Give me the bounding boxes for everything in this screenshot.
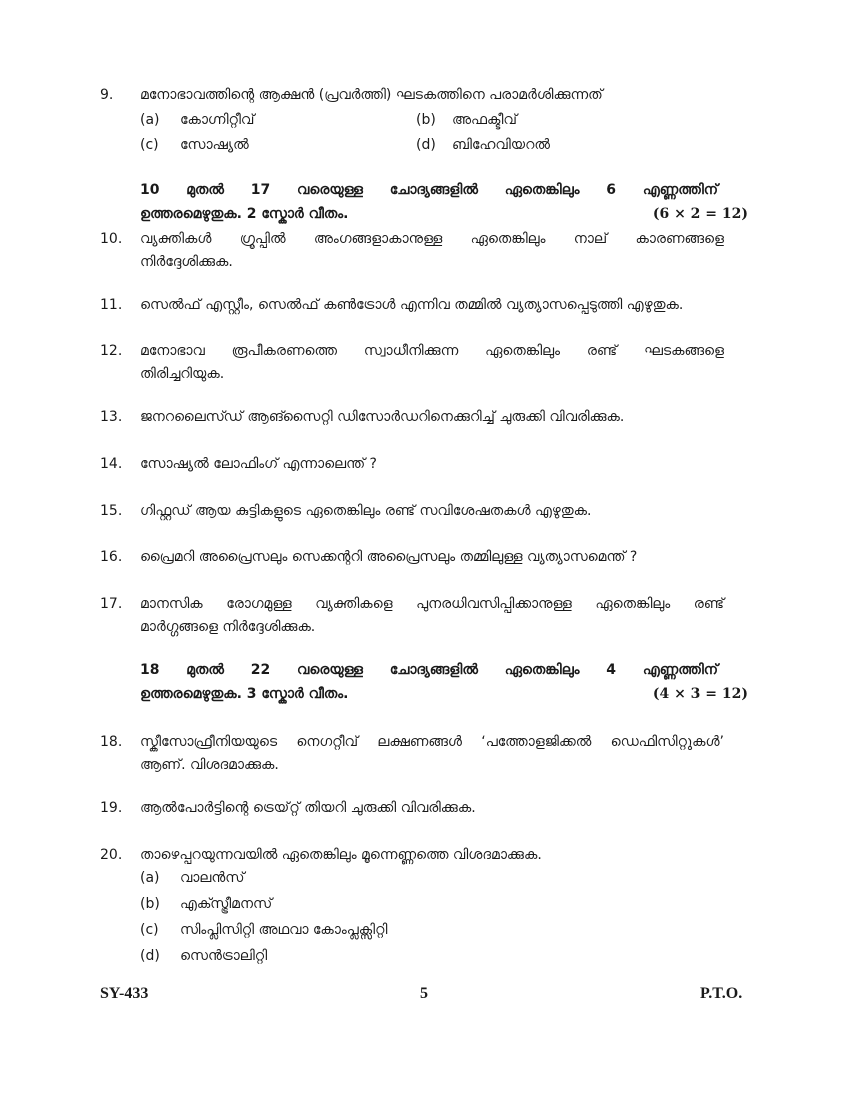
option-d: (d) സെൻട്രാലിറ്റി	[140, 948, 268, 964]
question-16: 16. പ്രൈമറി അപ്രൈസലും സെക്കന്ററി അപ്രൈസലും തമ്മിലുള്ള വ്യത്യാസമെന്ത് ?	[100, 549, 638, 565]
section-marks: (6 × 2 = 12)	[652, 206, 748, 222]
question-10: 10. വ്യക്തികൾ ഗ്രൂപ്പിൽ അംഗങ്ങളാകാനുള്ള ഏതെങ്കിലും നാല് കാരണങ്ങളെ നിർദ്ദേശിക്കുക.	[100, 231, 724, 270]
question-15: 15. ഗിഫ്റ്റഡ് ആയ കുട്ടികളുടെ ഏതെങ്കിലും രണ്ട് സവിശേഷതകൾ എഴുതുക.	[100, 503, 592, 519]
question-18: 18. സ്കീസോഫ്രീനിയയുടെ നെഗറ്റീവ് ലക്ഷണങ്ങൾ ‘പത്തോളജിക്കൽ ഡെഫിസിറ്റുകൾ’ ആണ്. വിശദമാക്കുക.	[100, 734, 724, 773]
option-a: (a) വാലൻസ്	[140, 870, 245, 886]
question-17: 17. മാനസിക രോഗമുള്ള വ്യക്തികളെ പുനരധിവസിപ്പിക്കാനുള്ള ഏതെങ്കിലും രണ്ട് മാർഗ്ഗങ്ങളെ നിർദ്ദേശിക്കുക.	[100, 596, 724, 635]
option-b: (b) എക്സ്ട്രീമനസ്	[140, 896, 273, 912]
option-c: (c) സിംപ്ലിസിറ്റി അഥവാ കോംപ്ലക്സിറ്റി	[140, 922, 388, 938]
question-text: മനോഭാവത്തിന്റെ ആക്ഷൻ (പ്രവർത്തി) ഘടകത്തിനെ പരാമർശിക്കുന്നത്	[140, 87, 603, 103]
question-9	[100, 84, 724, 159]
pto-label: P.T.O.	[700, 985, 743, 1002]
section-marks: (4 × 3 = 12)	[652, 686, 748, 702]
question-14: 14. സോഷ്യൽ ലോഫിംഗ് എന്നാലെന്ത് ?	[100, 456, 377, 472]
question-20: 20. താഴെപ്പറയുന്നവയിൽ ഏതെങ്കിലും മൂന്നെണ്ണത്തെ വിശദമാക്കുക. (a) വാലൻസ് (b) എക്സ്ട്രീമനസ് (c) സിംപ്ലിസിറ്റി അഥവാ കോംപ്ലക്സിറ്റി (d) സെൻട്രാലിറ്റി	[100, 844, 724, 971]
question-11: 11. സെൽഫ് എസ്റ്റീം, സെൽഫ് കൺട്രോൾ എന്നിവ തമ്മിൽ വ്യത്യാസപ്പെടുത്തി എഴുതുക.	[100, 297, 684, 313]
section-instruction-2: 18 മുതൽ 22 വരെയുള്ള ചോദ്യങ്ങളിൽ ഏതെങ്കിലും 4 എണ്ണത്തിന് ഉത്തരമെഴുതുക. 3 സ്കോർ വീതം. (4 × 3 = 12)	[140, 658, 748, 706]
question-number: 9.	[100, 87, 114, 103]
options-list	[140, 867, 724, 971]
section-instruction-1: 10 മുതൽ 17 വരെയുള്ള ചോദ്യങ്ങളിൽ ഏതെങ്കിലും 6 എണ്ണത്തിന് ഉത്തരമെഴുതുക. 2 സ്കോർ വീതം. (6 × 2 = 12)	[140, 178, 748, 226]
options-list: (a) കോഗ്നിറ്റീവ് (b) അഫക്ടീവ് (c) സോഷ്യൽ (d) ബിഹേവിയറൽ	[140, 112, 550, 153]
question-12: 12. മനോഭാവ രൂപീകരണത്തെ സ്വാധീനിക്കുന്ന ഏതെങ്കിലും രണ്ട് ഘടകങ്ങളെ തിരിച്ചറിയുക.	[100, 343, 724, 382]
paper-code: SY-433	[100, 985, 149, 1002]
page-number: 5	[420, 985, 428, 1002]
question-19: 19. ആൽപോർട്ടിന്റെ ട്രെയ്റ്റ് തിയറി ചുരുക്കി വിവരിക്കുക.	[100, 800, 476, 816]
question-13: 13. ജനറലൈസ്ഡ് ആങ്സൈറ്റി ഡിസോർഡറിനെക്കുറിച്ച് ചുരുക്കി വിവരിക്കുക.	[100, 409, 625, 425]
